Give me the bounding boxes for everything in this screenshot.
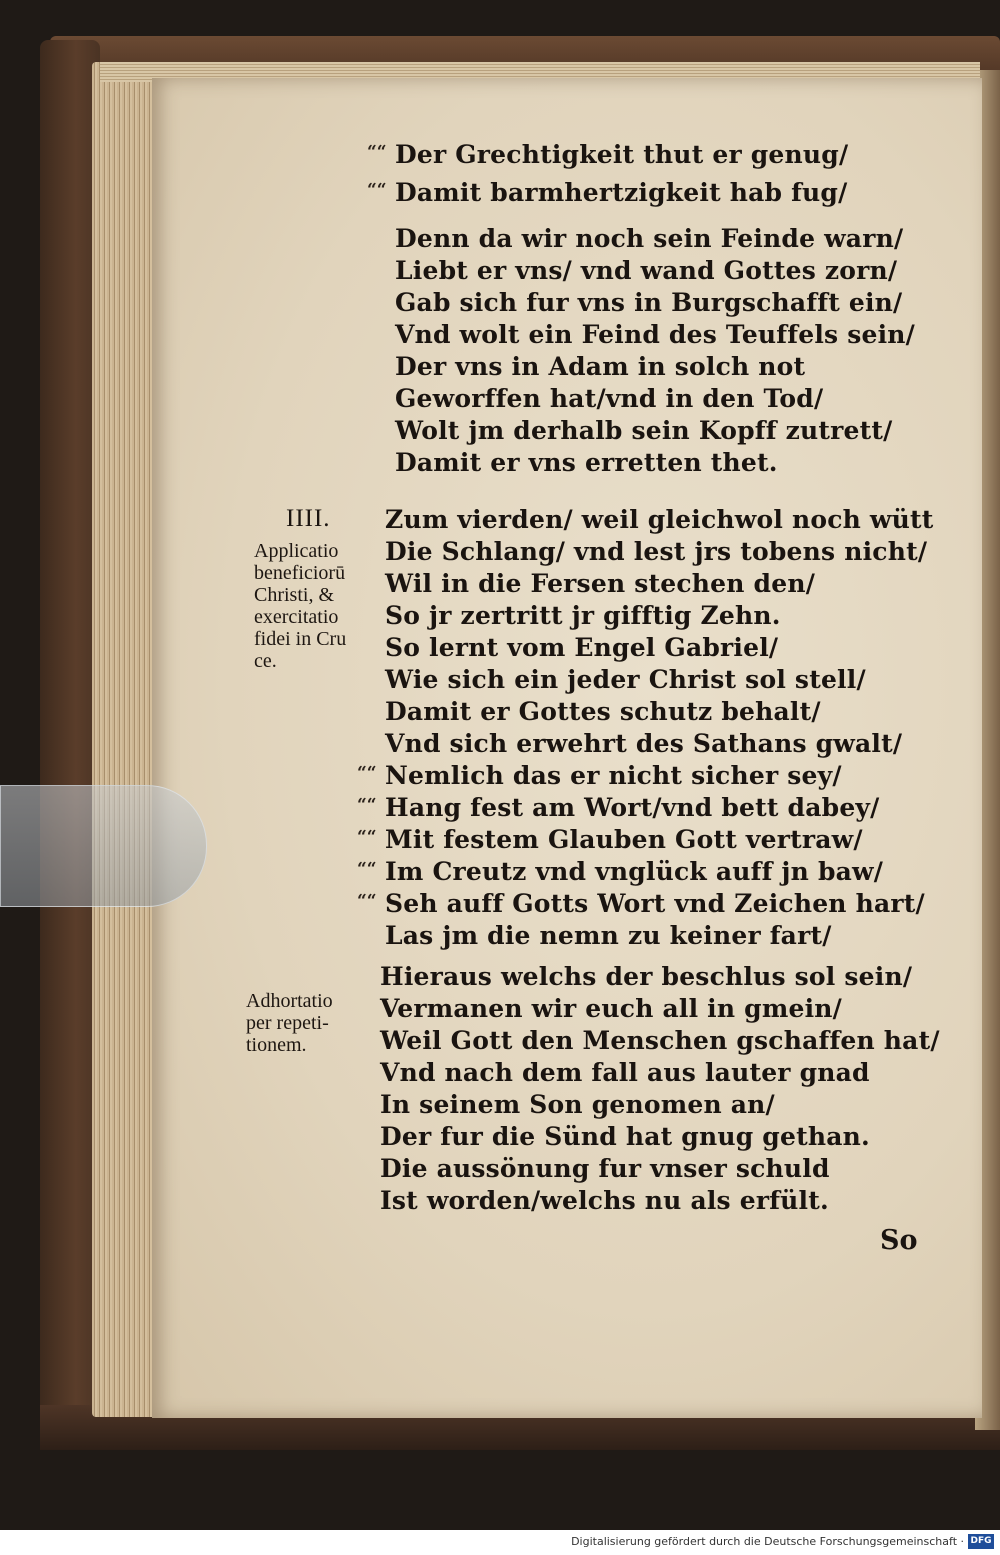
text-line: Der fur die Sünd hat gnug gethan. — [380, 1122, 870, 1151]
text-line: Denn da wir noch sein Feinde warn/ — [395, 224, 904, 253]
text-line: So jr zertritt jr gifftig Zehn. — [385, 601, 781, 630]
margin-note-line: exercitatio — [254, 606, 339, 628]
margin-note-line: tionem. — [246, 1034, 307, 1056]
text-line: Wil in die Fersen stechen den/ — [385, 569, 816, 598]
quote-mark: ““ — [357, 827, 377, 847]
margin-note-line: Adhortatio — [246, 990, 333, 1012]
text-line: Vermanen wir euch all in gmein/ — [380, 994, 842, 1023]
text-line: Mit festem Glauben Gott vertraw/ — [385, 825, 863, 854]
text-line: Seh auff Gotts Wort vnd Zeichen hart/ — [385, 889, 925, 918]
credit-text: Digitalisierung gefördert durch die Deutsche Forschungsgemeinschaft · — [571, 1535, 964, 1548]
catchword: So — [880, 1225, 918, 1256]
text-line: Weil Gott den Menschen gschaffen hat/ — [380, 1026, 940, 1055]
quote-mark: ““ — [357, 763, 377, 783]
quote-mark: ““ — [357, 859, 377, 879]
text-line: Gab sich fur vns in Burgschafft ein/ — [395, 288, 903, 317]
text-line: Nemlich das er nicht sicher sey/ — [385, 761, 842, 790]
text-line: Der vns in Adam in solch not — [395, 352, 806, 381]
margin-note-line: Christi, & — [254, 584, 335, 606]
margin-note-line: per repeti- — [246, 1012, 329, 1034]
margin-note-line: beneficiorū — [254, 562, 346, 584]
quote-mark: ““ — [357, 891, 377, 911]
margin-note-line: Applicatio — [254, 540, 339, 562]
text-line: Liebt er vns/ vnd wand Gottes zorn/ — [395, 256, 898, 285]
text-line: So lernt vom Engel Gabriel/ — [385, 633, 779, 662]
margin-note-line: ce. — [254, 650, 277, 672]
text-line: Die aussönung fur vnser schuld — [380, 1154, 830, 1183]
text-line: Las jm die nemn zu keiner fart/ — [385, 921, 832, 950]
page-clip — [0, 785, 207, 907]
text-line: Hieraus welchs der beschlus sol sein/ — [380, 962, 913, 991]
text-line: Vnd wolt ein Feind des Teuffels sein/ — [395, 320, 915, 349]
text-line: Damit barmhertzigkeit hab fug/ — [395, 178, 848, 207]
text-line: Wie sich ein jeder Christ sol stell/ — [385, 665, 866, 694]
text-line: Ist worden/welchs nu als erfült. — [380, 1186, 829, 1215]
text-line: Damit er Gottes schutz behalt/ — [385, 697, 821, 726]
quote-mark: ““ — [367, 142, 387, 162]
margin-note-line: fidei in Cru — [254, 628, 347, 650]
text-line: Die Schlang/ vnd lest jrs tobens nicht/ — [385, 537, 928, 566]
text-line: Wolt jm derhalb sein Kopff zutrett/ — [395, 416, 893, 445]
dfg-logo: DFG — [968, 1534, 994, 1549]
quote-mark: ““ — [357, 795, 377, 815]
text-line: In seinem Son genomen an/ — [380, 1090, 775, 1119]
text-line: Vnd sich erwehrt des Sathans gwalt/ — [385, 729, 903, 758]
text-line: Zum vierden/ weil gleichwol noch wütt — [385, 505, 934, 534]
text-line: Im Creutz vnd vnglück auff jn baw/ — [385, 857, 884, 886]
quote-mark: ““ — [367, 180, 387, 200]
text-line: Damit er vns erretten thet. — [395, 448, 778, 477]
text-line: Vnd nach dem fall aus lauter gnad — [380, 1058, 870, 1087]
text-line: Der Grechtigkeit thut er genug/ — [395, 140, 849, 169]
section-number: IIII. — [286, 505, 331, 532]
text-line: Geworffen hat/vnd in den Tod/ — [395, 384, 824, 413]
text-line: Hang fest am Wort/vnd bett dabey/ — [385, 793, 880, 822]
